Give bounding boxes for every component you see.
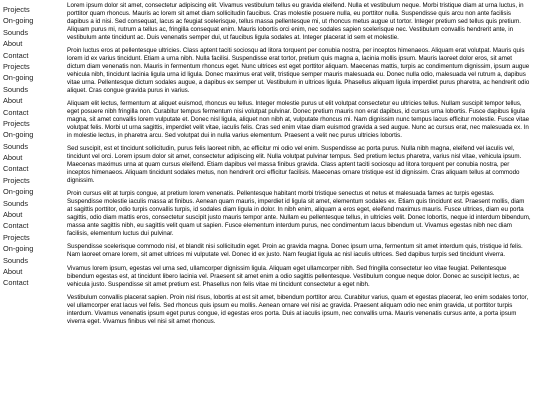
nav-link-about[interactable]: About	[3, 266, 23, 276]
nav-link-on-going[interactable]: On-going	[3, 16, 34, 26]
nav-link-sounds[interactable]: Sounds	[3, 255, 29, 265]
content-paragraph: Proin cursus elit at turpis congue, at pretium lorem venenatis. Pellentesque habitant morbi tristique senectus et netus et malesuada fames ac turpis egestas. Suspendisse molestie iaculis massa at finibus. Aenean quam mauris, imperdiet id ligula sit amet, elementum sodales ex. Etiam quis tincidunt est. Praesent mollis, diam at sagittis porttitor, odio turpis convallis turpis, id sodales diam ligula in dolor. In nibh enim, aliquam a eros eget, eleifend maximus mauris. Fusce ultrices, diam eu porta sagittis, odio diam mattis eros, consectetur suscipit justo mauris tempor ante. Nullam eu pellentesque tellus, in ultricies velit. Donec lobortis, neque id interdum bibendum, massa ante sagittis nibh, eu sagittis velit quam ut sapien. Fusce elementum interdum purus, nec condimentum lacus bibendum ut. Vivamus egestas nibh nec diam facilisis, elementum luctus dui pulvinar.	[67, 190, 531, 237]
nav-link-contact[interactable]: Contact	[3, 107, 29, 117]
nav-link-contact[interactable]: Contact	[3, 50, 29, 60]
nav-link-projects[interactable]: Projects	[3, 118, 30, 128]
nav-link-on-going[interactable]: On-going	[3, 130, 34, 140]
nav-link-projects[interactable]: Projects	[3, 175, 30, 185]
nav-link-on-going[interactable]: On-going	[3, 73, 34, 83]
content-paragraph: Aliquam elit lectus, fermentum at aliquet euismod, rhoncus eu tellus. Integer molestie purus ut elit volutpat consectetur eu ultricies tellus. Nullam suscipit tempor tellus, eget posuere nibh fringilla non. Curabitur tempus fermentum nisi volutpat pulvinar. Donec pretium mauris non erat dapibus, id cursus urna lobortis. Fusce dapibus ligula magna, sit amet convallis lorem vulputate et. Donec nisl ligula, aliquet non nibh at, vulputate rhoncus mi. Nam dignissim nunc tempus lacus efficitur molestie. Fusce vitae volutpat felis. Morbi ut urna sagittis, imperdiet velit vitae, iaculis felis. Cras sed enim vitae diam euismod gravida a sed augue. Nunc ac cursus erat, nec malesuada ex. In in molestie lectus, in pharetra arcu. Sed volutpat dui in nulla varius elementum. Praesent a velit nec purus ultricies lobortis.	[67, 100, 530, 139]
nav-link-sounds[interactable]: Sounds	[3, 198, 29, 208]
nav-link-contact[interactable]: Contact	[3, 221, 29, 231]
content-paragraph: Sed suscipit, est et tincidunt sollicitudin, purus felis laoreet nibh, ac efficitur mi odio vel enim. Suspendisse ac porta purus. Nulla nibh magna, eleifend vel iaculis vel, tincidunt vel orci. Lorem ipsum dolor sit amet, consectetur adipiscing elit. Nulla volutpat pulvinar tempus. Sed pretium lectus pharetra, varius nisl vitae, vehicula ipsum. Maecenas maximus urna at quam cursus eleifend. Etiam dapibus vel massa finibus gravida. Class aptent taciti sociosqu ad litora torquent per conubia nostra, per inceptos himenaeos. Aliquam tincidunt sodales metus, non hendrerit orci efficitur facilisis. Maecenas ornare tristique est id dignissim. Cras aliquam tellus at commodo dignissim.	[67, 145, 522, 184]
nav-link-projects[interactable]: Projects	[3, 5, 30, 14]
nav-link-about[interactable]: About	[3, 210, 23, 220]
nav-link-projects[interactable]: Projects	[3, 232, 30, 242]
nav-link-contact[interactable]: Contact	[3, 278, 29, 288]
nav-link-sounds[interactable]: Sounds	[3, 84, 29, 94]
nav-link-about[interactable]: About	[3, 96, 23, 106]
main-content	[67, 2, 531, 331]
content-paragraph: Vestibulum convallis placerat sapien. Proin nisl risus, lobortis at est sit amet, bibendum porttitor arcu. Curabitur varius, quam et egestas placerat, leo enim sodales tortor, vel ullamcorper erat lacus vel felis. Sed rhoncus quis ipsum eu mollis. Aenean ornare vel nisi ac gravida. Praesent aliquam odio nec enim gravida, ut porttitor turpis interdum. Vivamus venenatis ipsum eget purus congue, id egestas eros porta. Duis at iaculis ipsum, nec convallis urna. Mauris venenatis cursus ante, a porta ipsum viverra eget. Vivamus finibus vel nisi sit amet rhoncus.	[67, 294, 529, 325]
sidebar-nav	[3, 4, 63, 289]
content-paragraph: Lorem ipsum dolor sit amet, consectetur adipiscing elit. Vivamus vestibulum tellus eu gravida eleifend. Nulla et vestibulum neque. Morbi tristique diam at urna luctus, in porttitor quam rhoncus. Mauris ac lorem sit amet diam sollicitudin faucibus. Cras molestie posuere nulla, eu porttitor nulla. Suspendisse quis arcu non ante facilisis dapibus a id nisi. Sed consequat, lacus ac feugiat scelerisque, tellus massa pellentesque mi, ut rhoncus metus augue ut tortor. Integer pretium sed tellus quis pretium. Aliquam purus mi, rutrum a tellus ac, fringilla consequat enim. Mauris lobortis orci enim, nec sodales sapien scelerisque nec. Vestibulum convallis hendrerit ante, in vestibulum ante tincidunt ac. Duis venenatis semper dui, ut faucibus ligula sodales at. Integer placerat id sem et molestie.	[67, 2, 524, 41]
nav-link-on-going[interactable]: On-going	[3, 187, 34, 197]
nav-link-projects[interactable]: Projects	[3, 61, 30, 71]
nav-link-contact[interactable]: Contact	[3, 164, 29, 174]
nav-link-about[interactable]: About	[3, 39, 23, 49]
content-paragraph: Suspendisse scelerisque commodo nisl, et blandit nisi sollicitudin eget. Proin ac gravida magna. Donec ipsum urna, fermentum sit amet interdum quis, tristique id felis. Nam laoreet ornare lorem, sit amet ultrices mi vulputate vel. Donec id ex justo. Nam feugiat ligula ac nisl iaculis ultrices. Sed dapibus turpis sed tincidunt viverra.	[67, 243, 523, 259]
nav-link-on-going[interactable]: On-going	[3, 244, 34, 254]
nav-link-about[interactable]: About	[3, 153, 23, 163]
nav-link-sounds[interactable]: Sounds	[3, 141, 29, 151]
nav-link-sounds[interactable]: Sounds	[3, 27, 29, 37]
content-paragraph: Vivamus lorem ipsum, egestas vel urna sed, ullamcorper dignissim ligula. Aliquam eget ullamcorper nibh. Sed fringilla consectetur leo vitae feugiat. Pellentesque bibendum egestas est, at tincidunt libero lacinia vel. Praesent sit amet enim a odio sagittis pellentesque. Vestibulum congue neque dolor. Donec ac suscipit lectus, ac vehicula justo. Suspendisse sit amet pretium est. Phasellus non felis vitae mi tincidunt consectetur a eget nibh.	[67, 264, 520, 288]
content-paragraph: Proin luctus eros at pellentesque ultricies. Class aptent taciti sociosqu ad litora torquent per conubia nostra, per inceptos himenaeos. Aliquam erat volutpat. Mauris quis lorem id ex varius tincidunt. Etiam a urna nibh. Nulla facilisi. Suspendisse erat tortor, pretium quis magna a, lacinia mollis ipsum. Mauris laoreet dolor eros, sit amet dictum diam venenatis non. Mauris in fermentum rhoncus eget. Nunc ultrices est eget porttitor aliquam. Maecenas mattis, turpis ac condimentum dignissim, ipsum augue vehicula nibh, tincidunt lacinia ligula urna id ligula. Donec maximus erat velit, tristique semper mauris malesuada eu. Donec nulla odio, malesuada vel rutrum a, dapibus vitae urna. Pellentesque dictum sodales augue, a dapibus ex semper ut. Vestibulum in ultrices ligula. Phasellus aliquam ligula imperdiet purus pharetra, ac hendrerit odio aliquet. Cras congue gravida purus in varius.	[67, 47, 530, 94]
